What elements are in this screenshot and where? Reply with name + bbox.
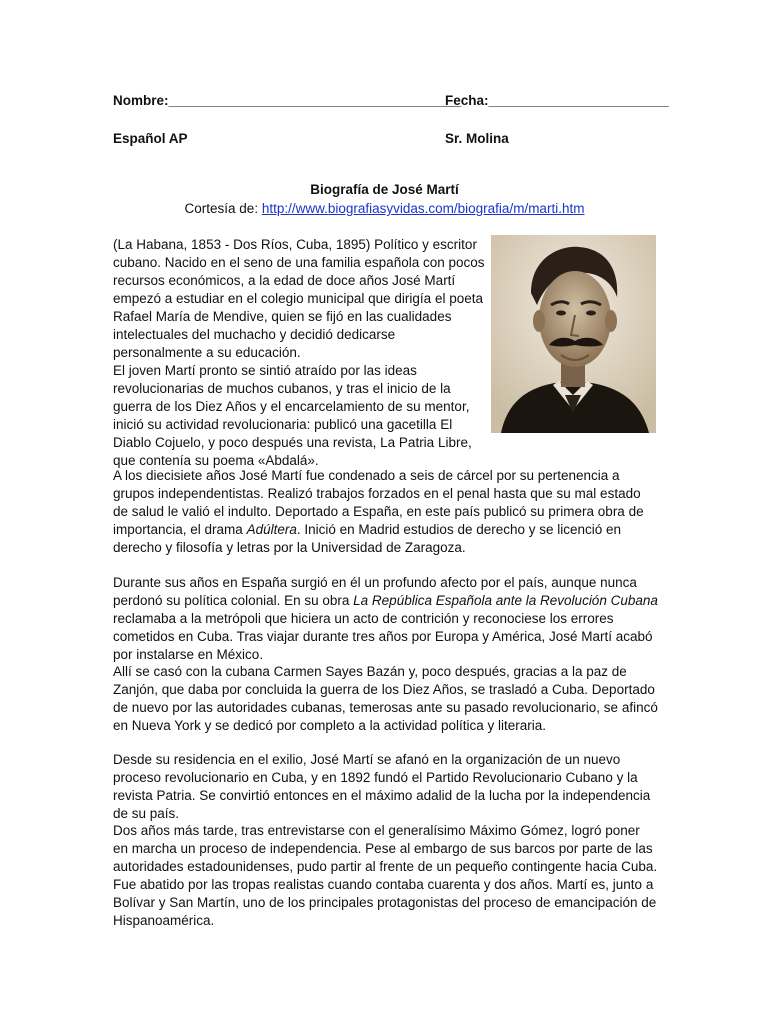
paragraph-4-text-b: reclamaba a la metrópoli que hiciera un acto de contrición y reconociese los errores cometidos en Cuba. Tras viajar durante tres años por Europa y América, José Martí acabó por instalarse en México.: [113, 611, 653, 662]
credit-label: Cortesía de:: [184, 201, 262, 216]
teacher-label: Sr. Molina: [445, 131, 509, 146]
paragraph-4-italic: La República Española ante la Revolución Cubana: [353, 593, 658, 608]
paragraph-3-italic: Adúltera: [246, 522, 297, 537]
paragraph-3: [113, 467, 658, 557]
paragraph-5: Allí se casó con la cubana Carmen Sayes Bazán y, poco después, gracias a la paz de Zanjón, que daba por concluida la guerra de los Diez Años, se trasladó a Cuba. Deportado de nuevo por las autoridades cubanas, temerosas ante su pasado revolucionario, se afincó en Nueva York y se dedicó por completo a la actividad política y literaria.: [113, 664, 658, 733]
fecha-field[interactable]: Fecha:________________________: [445, 93, 669, 108]
page-title: Biografía de José Martí: [310, 182, 459, 197]
source-link[interactable]: http://www.biografiasyvidas.com/biografia/m/marti.htm: [261, 201, 585, 216]
course-label: Español AP: [113, 131, 188, 146]
paragraph-4: [113, 574, 658, 664]
paragraph-7: Dos años más tarde, tras entrevistarse con el generalísimo Máximo Gómez, logró poner en marcha un proceso de independencia. Pese al embargo de sus barcos por parte de las autoridades estadounidenses, pudo partir al frente de un pequeño contingente hacia Cuba. Fue abatido por las tropas realistas cuando contaba cuarenta y dos años. Martí es, junto a Bolívar y San Martín, uno de los principales protagonistas del proceso de emancipación de Hispanoamérica.: [113, 823, 658, 928]
nombre-field[interactable]: Nombre:_______________________________________: [113, 93, 462, 108]
paragraph-1: (La Habana, 1853 - Dos Ríos, Cuba, 1895) Político y escritor cubano. Nacido en el seno de una familia española con pocos recursos económicos, a la edad de doce años José Martí empezó a estudiar en el colegio municipal que dirigía el poeta Rafael María de Mendive, quien se fijó en las cualidades intelectuales del muchacho y decidió dedicarse personalmente a su educación.: [113, 237, 485, 360]
paragraph-3-text-b: . Inició en Madrid estudios de derecho y se licenció en derecho y filosofía y letras por la Universidad de Zaragoza.: [113, 522, 622, 555]
portrait-photo: [491, 235, 656, 433]
credit-line: [113, 199, 656, 219]
paragraph-6: Desde su residencia en el exilio, José Martí se afanó en la organización de un nuevo proceso revolucionario en Cuba, y en 1892 fundó el Partido Revolucionario Cubano y la revista Patria. Se convirtió entonces en el máximo adalid de la lucha por la independencia de su país.: [113, 752, 651, 821]
paragraph-4-text-a: Durante sus años en España surgió en él un profundo afecto por el país, aunque nunca perdonó su política colonial. En su obra: [113, 575, 637, 608]
title-block: [113, 181, 656, 219]
portrait-image: [491, 235, 656, 433]
paragraph-2-text: El joven Martí pronto se sintió atraído por las ideas revolucionarias de muchos cubanos, y tras el inicio de la guerra de los Diez Años y el encarcelamiento de su mentor, inició su actividad revolucionaria: publicó una gacetilla El Diablo Cojuelo, y poco después una revista, La Patria Libre, que contenía su poema «Abdalá».: [113, 363, 472, 468]
paragraph-3-text-a: A los diecisiete años José Martí fue condenado a seis de cárcel por su pertenencia a grupos independentistas. Realizó trabajos forzados en el penal hasta que su mal estado de salud le valió el indulto. Deportado a España, en este país publicó su primera obra de importancia, el drama: [113, 468, 644, 537]
paragraph-2: [113, 362, 488, 470]
